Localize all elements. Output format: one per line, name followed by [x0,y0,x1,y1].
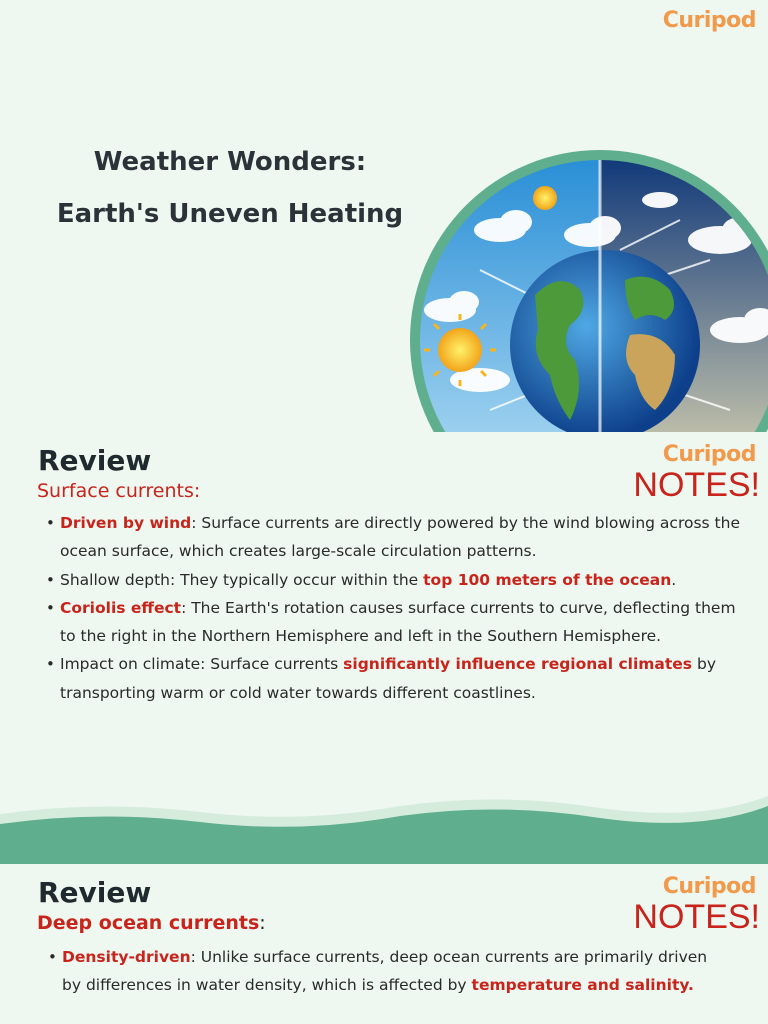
section-subheading: Surface currents: [37,480,201,502]
title-line-2: Earth's Uneven Heating [56,199,404,229]
review-heading: Review [38,444,152,477]
curipod-logo: Curipod [662,874,756,899]
highlight-text: significantly influence regional climates [343,655,693,674]
bullet-text: . [671,570,677,589]
section-subheading [37,912,266,934]
subheading-suffix: : [259,912,266,934]
list-item [46,509,746,566]
highlight-text: Coriolis effect [60,598,182,617]
highlight-text: Density-driven [62,948,191,966]
title-slide [0,0,768,432]
notes-label: NOTES! [633,898,760,936]
curipod-logo: Curipod [662,8,756,33]
wave-decoration [0,792,768,864]
bullet-text: : Surface currents are directly powered by the wind blowing across the ocean surface, which creates large-scale circulation patterns. [60,514,740,561]
earth-illustration [410,150,768,432]
subheading-highlight: Deep ocean currents [37,912,260,934]
earth-split-icon [420,160,768,432]
review-heading: Review [38,876,152,909]
bullet-text: : Unlike surface currents, deep ocean currents are primarily driven by differences in water density, which is affected by [62,948,708,995]
title-line-1: Weather Wonders: [93,147,367,177]
bullet-text: : The Earth's rotation causes surface currents to curve, deflecting them to the right in the Northern Hemisphere and left in the Southern Hemisphere. [60,598,736,646]
curipod-logo: Curipod [662,442,756,467]
list-item [46,566,746,594]
bullet-text: Shallow depth: They typically occur within the [60,570,424,589]
highlight-text: Driven by wind [60,514,192,532]
bullet-list [46,509,746,707]
review-slide-surface [0,432,768,864]
list-item [46,594,746,651]
highlight-text: top 100 meters of the ocean [423,570,672,589]
review-slide-deep [0,864,768,1024]
highlight-text: temperature and salinity. [471,976,694,995]
bullet-text: Impact on climate: Surface currents [60,655,344,674]
earth-image [420,160,768,432]
notes-label: NOTES! [633,466,760,504]
list-item [48,943,726,1000]
bullet-list [46,943,726,1000]
page-title [30,136,430,240]
list-item [46,650,746,707]
bullet-text: by transporting warm or cold water towards different coastlines. [60,655,716,702]
